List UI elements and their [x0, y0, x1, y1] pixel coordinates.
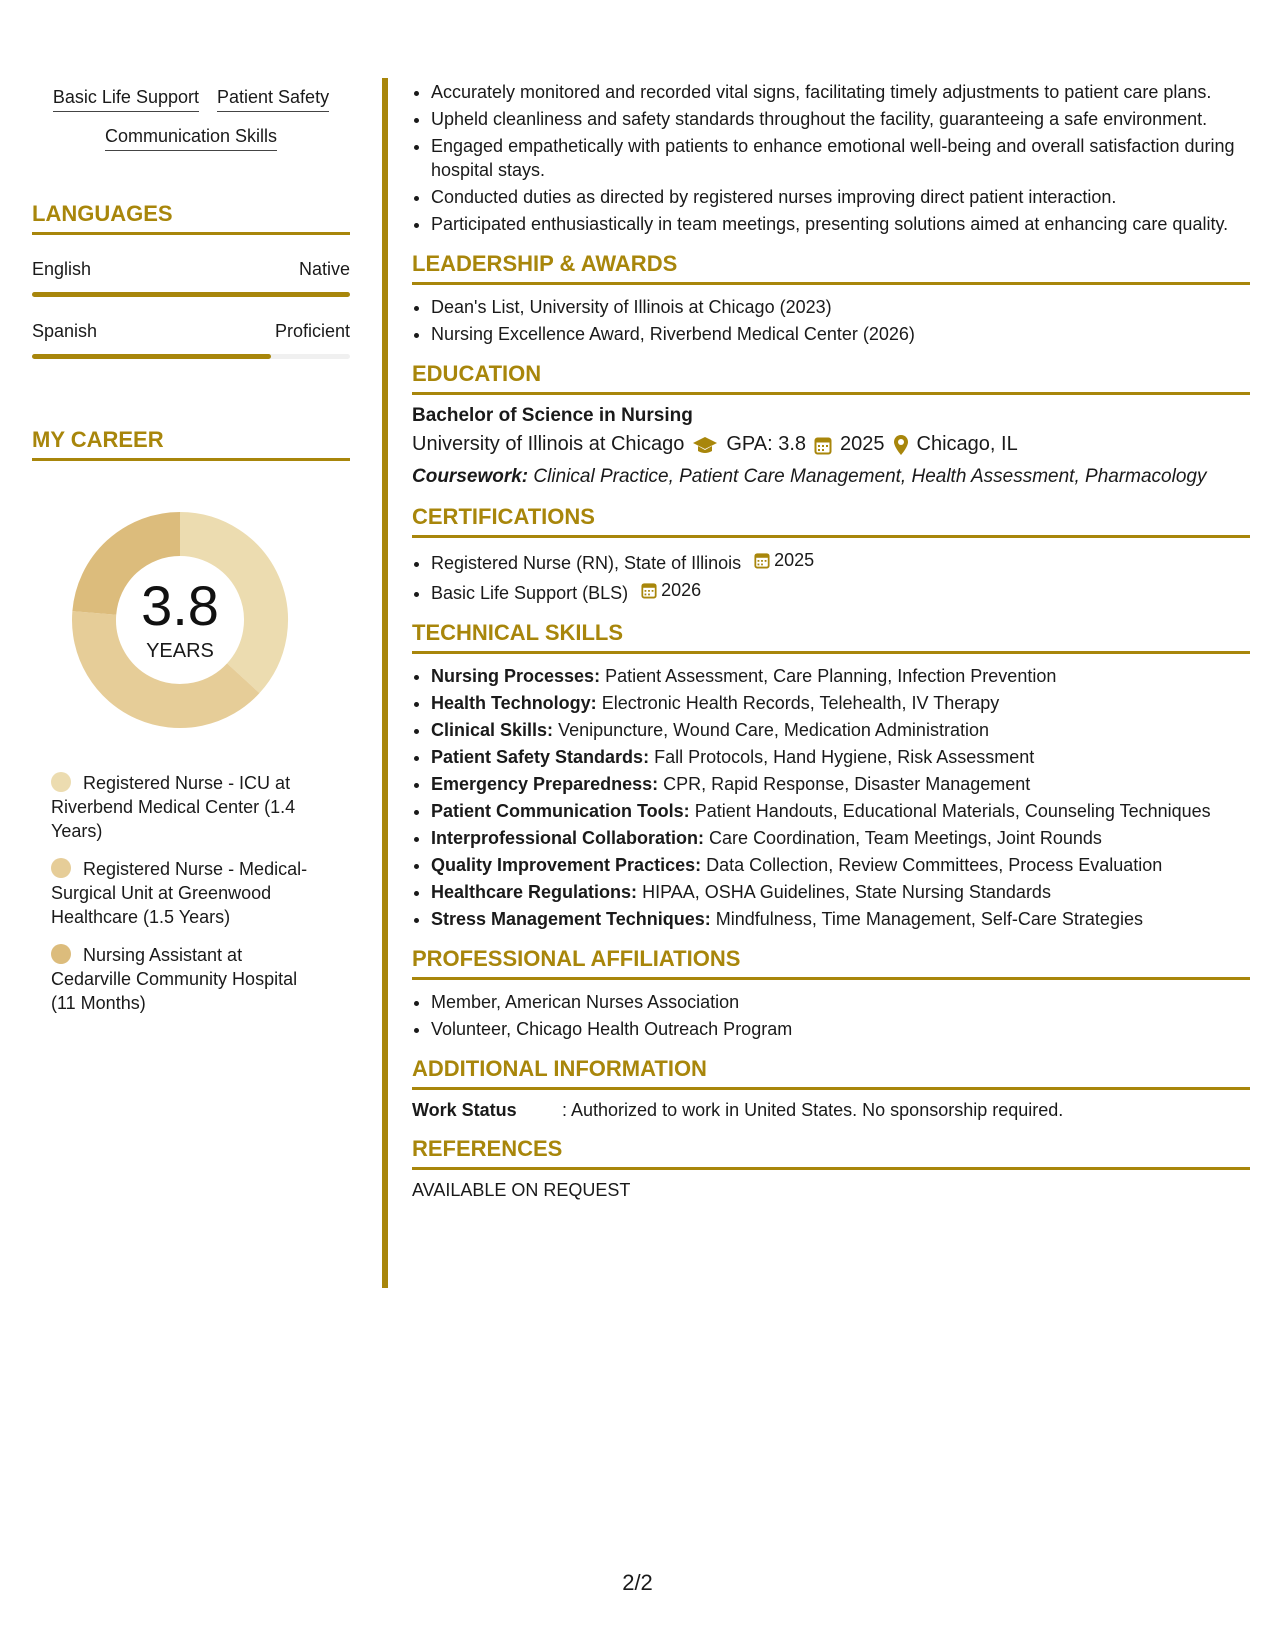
career-legend: [51, 771, 321, 1015]
certification-year: 2025: [774, 550, 815, 570]
skill-tags: [32, 87, 350, 151]
experience-bullet: • Accurately monitored and recorded vital signs, facilitating timely adjustments to patient care plans.: [431, 80, 1250, 104]
language-level-bar: [32, 354, 350, 359]
references-text: AVAILABLE ON REQUEST: [412, 1180, 631, 1200]
certification-name: Registered Nurse (RN), State of Illinois: [431, 553, 742, 573]
certification-name: Basic Life Support (BLS): [431, 583, 629, 603]
certification-item: [431, 548, 1250, 575]
tech-skill-label: Healthcare Regulations:: [431, 882, 638, 902]
affiliations-list: [412, 990, 1250, 1041]
tech-skill-value: Mindfulness, Time Management, Self-Care Strategies: [715, 909, 1143, 929]
language-level-fill: [32, 354, 271, 359]
work-status-row: [412, 1100, 1250, 1121]
language-name: English: [32, 259, 92, 279]
work-status-label: Work Status: [412, 1100, 517, 1120]
education-heading: EDUCATION: [412, 361, 1250, 395]
tech-skill-label: Stress Management Techniques:: [431, 909, 711, 929]
certification-year: 2026: [661, 580, 702, 600]
affiliation-item: • Member, American Nurses Association: [431, 990, 1250, 1014]
tech-skill-item: [431, 826, 1250, 850]
tech-skill-value: Patient Assessment, Care Planning, Infection Prevention: [605, 666, 1057, 686]
career-legend-item: [51, 943, 321, 1015]
award-item: • Dean's List, University of Illinois at Chicago (2023): [431, 295, 1250, 319]
page-number: 2/2: [622, 1570, 653, 1595]
additional-info-heading: ADDITIONAL INFORMATION: [412, 1056, 1250, 1090]
tech-skill-value: Electronic Health Records, Telehealth, IV Therapy: [601, 693, 1000, 713]
skill-tag: Basic Life Support: [53, 87, 199, 112]
experience-bullet: • Engaged empathetically with patients to enhance emotional well-being and overall satisfaction during hospital stays.: [431, 134, 1250, 182]
location-pin-icon: [893, 434, 909, 456]
tech-skill-label: Patient Safety Standards:: [431, 747, 650, 767]
tech-skill-label: Interprofessional Collaboration:: [431, 828, 705, 848]
left-column: [32, 78, 350, 1029]
experience-bullet: • Participated enthusiastically in team meetings, presenting solutions aimed at enhancing care quality.: [431, 212, 1250, 236]
column-divider: [382, 78, 388, 1288]
legend-dot: [51, 858, 71, 878]
tech-skill-label: Clinical Skills:: [431, 720, 554, 740]
coursework: [412, 464, 1250, 489]
language-item: [32, 259, 350, 297]
tech-skill-value: Data Collection, Review Committees, Process Evaluation: [706, 855, 1163, 875]
tech-skill-value: Venipuncture, Wound Care, Medication Administration: [558, 720, 989, 740]
technical-skills-list: [412, 664, 1250, 931]
legend-dot: [51, 944, 71, 964]
calendar-icon: [754, 551, 770, 569]
experience-bullets: [412, 80, 1250, 236]
graduation-cap-icon: [692, 435, 718, 455]
tech-skill-item: [431, 880, 1250, 904]
legend-label: Registered Nurse - Medical-Surgical Unit at Greenwood Healthcare (1.5 Years): [51, 859, 308, 927]
references-heading: REFERENCES: [412, 1136, 1250, 1170]
language-item: [32, 321, 350, 359]
leadership-heading: LEADERSHIP & AWARDS: [412, 251, 1250, 285]
tech-skill-item: [431, 745, 1250, 769]
experience-bullet: • Conducted duties as directed by registered nurses improving direct patient interaction.: [431, 185, 1250, 209]
language-level-fill: [32, 292, 350, 297]
tech-skill-label: Emergency Preparedness:: [431, 774, 659, 794]
work-status-value: : Authorized to work in United States. No sponsorship required.: [562, 1100, 1064, 1120]
career-unit: YEARS: [146, 639, 214, 662]
tech-skill-value: Patient Handouts, Educational Materials, Counseling Techniques: [694, 801, 1211, 821]
tech-skill-value: CPR, Rapid Response, Disaster Management: [663, 774, 1031, 794]
tech-skill-value: Fall Protocols, Hand Hygiene, Risk Assessment: [654, 747, 1035, 767]
tech-skill-item: [431, 664, 1250, 688]
graduation-year: 2025: [840, 433, 885, 455]
experience-bullet: • Upheld cleanliness and safety standards throughout the facility, guaranteeing a safe environment.: [431, 107, 1250, 131]
career-legend-item: [51, 771, 321, 843]
career-heading: MY CAREER: [32, 427, 350, 461]
tech-skill-label: Patient Communication Tools:: [431, 801, 690, 821]
degree-title: Bachelor of Science in Nursing: [412, 405, 693, 426]
tech-skill-label: Nursing Processes:: [431, 666, 601, 686]
career-total-years: 3.8: [141, 573, 219, 637]
coursework-label: Coursework:: [412, 466, 529, 487]
career-legend-item: [51, 857, 321, 929]
affiliations-heading: PROFESSIONAL AFFILIATIONS: [412, 946, 1250, 980]
tech-skill-item: [431, 799, 1250, 823]
legend-dot: [51, 772, 71, 792]
languages-heading: LANGUAGES: [32, 201, 350, 235]
gpa: GPA: 3.8: [726, 433, 807, 455]
school-name: University of Illinois at Chicago: [412, 433, 685, 455]
calendar-icon: [814, 435, 832, 455]
tech-skill-item: [431, 691, 1250, 715]
coursework-list: Clinical Practice, Patient Care Management, Health Assessment, Pharmacology: [533, 466, 1207, 487]
education-details: [412, 433, 1250, 456]
tech-skill-value: Care Coordination, Team Meetings, Joint Rounds: [709, 828, 1102, 848]
affiliation-item: • Volunteer, Chicago Health Outreach Program: [431, 1017, 1250, 1041]
technical-skills-heading: TECHNICAL SKILLS: [412, 620, 1250, 654]
tech-skill-label: Quality Improvement Practices:: [431, 855, 702, 875]
certifications-heading: CERTIFICATIONS: [412, 504, 1250, 538]
tech-skill-value: HIPAA, OSHA Guidelines, State Nursing Standards: [642, 882, 1051, 902]
career-donut-chart: [65, 505, 295, 735]
calendar-icon: [641, 581, 657, 599]
tech-skill-item: [431, 907, 1250, 931]
tech-skill-item: [431, 853, 1250, 877]
tech-skill-label: Health Technology:: [431, 693, 597, 713]
legend-label: Registered Nurse - ICU at Riverbend Medical Center (1.4 Years): [51, 773, 296, 841]
leadership-list: [412, 295, 1250, 346]
school-location: Chicago, IL: [916, 433, 1018, 455]
skill-tag: Patient Safety: [217, 87, 329, 112]
award-item: • Nursing Excellence Award, Riverbend Medical Center (2026): [431, 322, 1250, 346]
certifications-list: [412, 548, 1250, 605]
skill-tag: Communication Skills: [105, 126, 277, 151]
tech-skill-item: [431, 718, 1250, 742]
language-level-bar: [32, 292, 350, 297]
tech-skill-item: [431, 772, 1250, 796]
certification-item: [431, 578, 1250, 605]
legend-label: Nursing Assistant at Cedarville Community Hospital (11 Months): [51, 945, 298, 1013]
right-column: [412, 80, 1250, 1201]
language-level: Native: [298, 259, 350, 279]
language-level: Proficient: [274, 321, 350, 341]
language-name: Spanish: [32, 321, 98, 341]
